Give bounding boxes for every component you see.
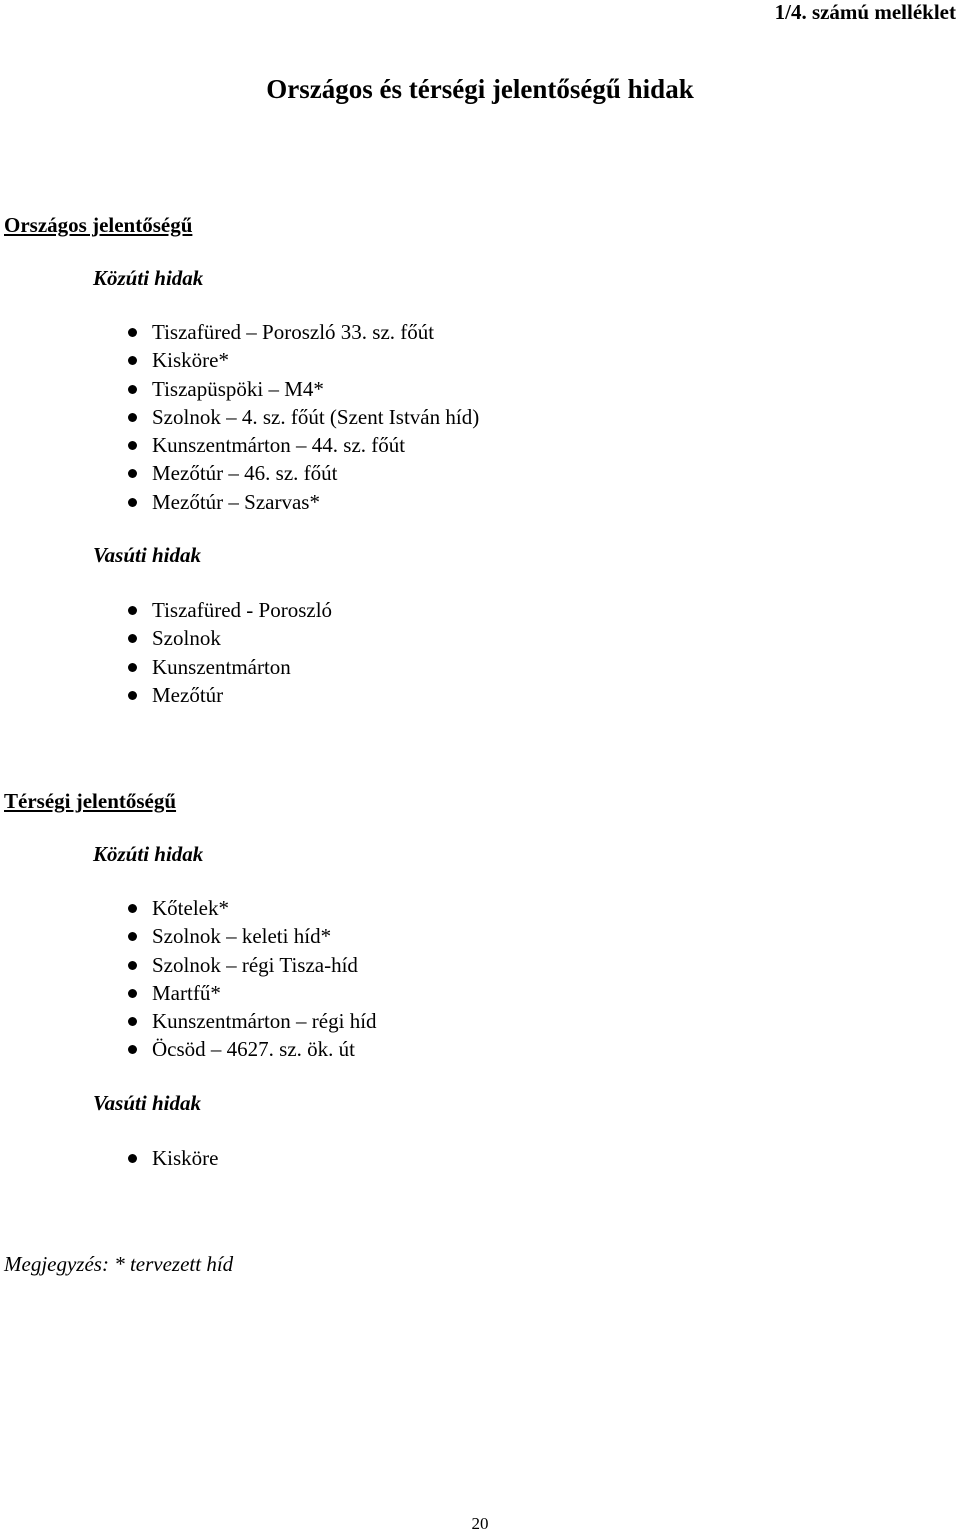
road-bridges-list-national xyxy=(0,320,479,518)
list-item-text: Tiszapüspöki – M4* xyxy=(152,376,324,401)
list-item-text: Mezőtúr – 46. sz. főút xyxy=(152,461,338,486)
list-item-text: Kisköre* xyxy=(152,348,229,373)
bullet-icon xyxy=(128,385,137,394)
rail-bridges-heading-national: Vasúti hidak xyxy=(93,543,201,567)
bullet-icon xyxy=(128,1045,137,1054)
rail-bridges-list-national xyxy=(0,598,332,711)
rail-bridges-list-regional xyxy=(0,1146,219,1174)
bullet-icon xyxy=(128,441,137,450)
footnote: Megjegyzés: * tervezett híd xyxy=(4,1252,234,1276)
list-item xyxy=(0,896,377,924)
bullet-icon xyxy=(128,904,137,913)
list-item xyxy=(0,626,332,654)
list-item xyxy=(0,405,479,433)
road-bridges-list-regional xyxy=(0,896,377,1066)
list-item xyxy=(0,320,479,348)
list-item-text: Mezőtúr – Szarvas* xyxy=(152,489,320,514)
list-item-text: Kunszentmárton xyxy=(152,654,291,679)
road-bridges-heading-regional: Közúti hidak xyxy=(93,842,204,866)
bullet-icon xyxy=(128,989,137,998)
list-item-text: Martfű* xyxy=(152,980,221,1005)
page-number: 20 xyxy=(471,1514,489,1533)
list-item xyxy=(0,490,479,518)
list-item xyxy=(0,1009,377,1037)
list-item xyxy=(0,953,377,981)
section-heading-regional: Térségi jelentőségű xyxy=(4,789,177,813)
list-item-text: Tiszafüred – Poroszló 33. sz. főút xyxy=(152,320,435,344)
annex-label: 1/4. számú melléklet xyxy=(774,0,956,24)
list-item-text: Öcsöd – 4627. sz. ök. út xyxy=(152,1037,355,1062)
rail-bridges-heading-regional: Vasúti hidak xyxy=(93,1091,201,1115)
bullet-icon xyxy=(128,328,137,337)
list-item xyxy=(0,598,332,626)
list-item-text: Szolnok xyxy=(152,626,221,651)
bullet-icon xyxy=(128,469,137,478)
list-item-text: Tiszafüred - Poroszló xyxy=(152,598,333,622)
bullet-icon xyxy=(128,1154,137,1163)
list-item xyxy=(0,433,479,461)
list-item xyxy=(0,655,332,683)
list-item-text: Kőtelek* xyxy=(152,896,229,920)
list-item-text: Kunszentmárton – 44. sz. főút xyxy=(152,433,406,458)
bullet-icon xyxy=(128,413,137,422)
bullet-icon xyxy=(128,1017,137,1026)
list-item-text: Kunszentmárton – régi híd xyxy=(152,1009,377,1034)
list-item xyxy=(0,924,377,952)
list-item xyxy=(0,981,377,1009)
bullet-icon xyxy=(128,932,137,941)
list-item xyxy=(0,1146,219,1174)
list-item xyxy=(0,683,332,711)
list-item xyxy=(0,348,479,376)
list-item-text: Kisköre xyxy=(152,1146,219,1170)
page-title: Országos és térségi jelentőségű hidak xyxy=(266,74,694,104)
bullet-icon xyxy=(128,663,137,672)
bullet-icon xyxy=(128,606,137,615)
list-item-text: Szolnok – 4. sz. főút (Szent István híd) xyxy=(152,404,480,429)
list-item xyxy=(0,461,479,489)
list-item xyxy=(0,1037,377,1065)
bullet-icon xyxy=(128,356,137,365)
bullet-icon xyxy=(128,498,137,507)
road-bridges-heading-national: Közúti hidak xyxy=(93,266,204,290)
bullet-icon xyxy=(128,961,137,970)
bullet-icon xyxy=(128,634,137,643)
list-item xyxy=(0,377,479,405)
list-item-text: Szolnok – keleti híd* xyxy=(152,924,332,949)
section-heading-national: Országos jelentőségű xyxy=(4,213,193,237)
bullet-icon xyxy=(128,691,137,700)
list-item-text: Szolnok – régi Tisza-híd xyxy=(152,952,358,977)
list-item-text: Mezőtúr xyxy=(152,682,224,707)
